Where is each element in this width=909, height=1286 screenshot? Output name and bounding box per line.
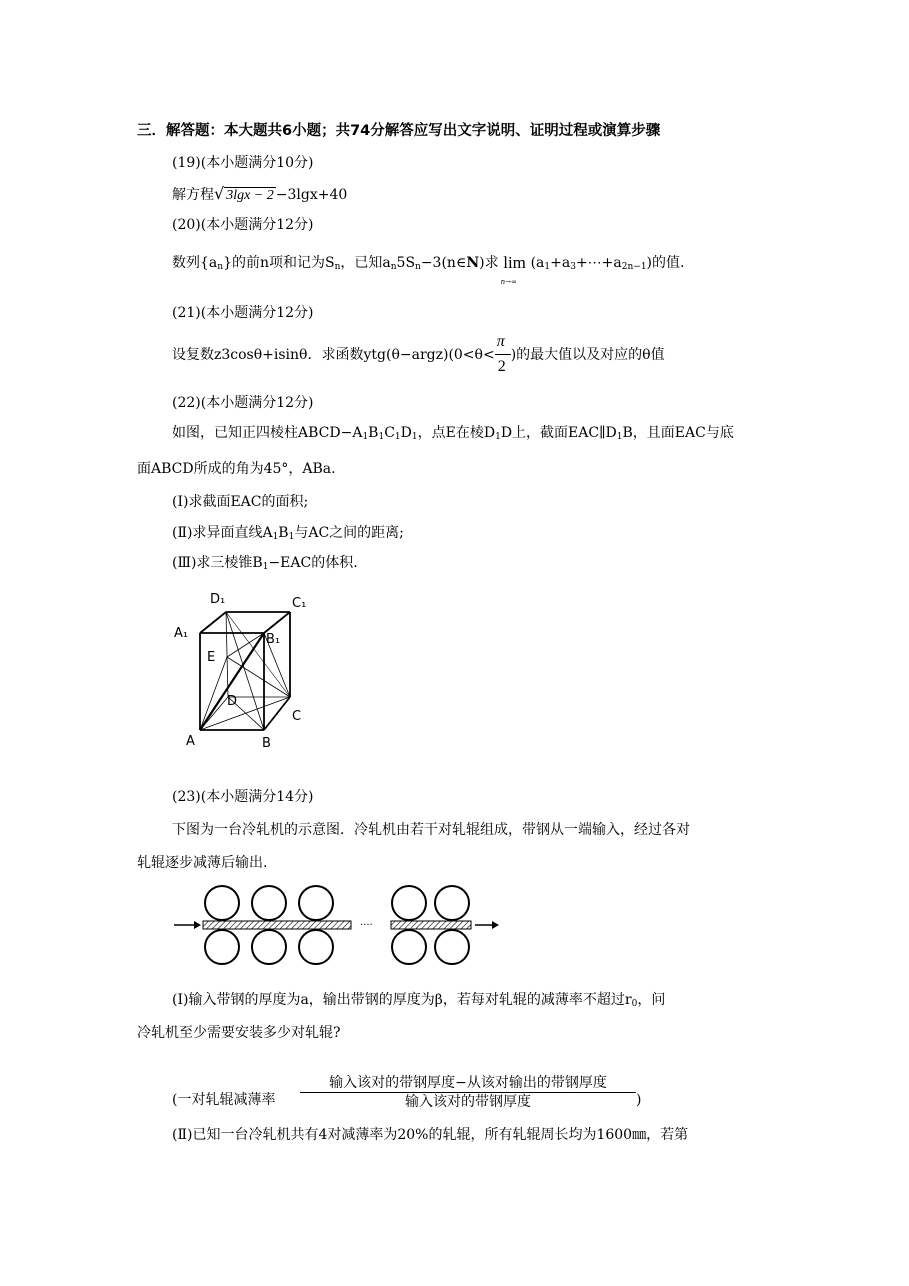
line-ec xyxy=(227,657,290,697)
label-d1: D₁ xyxy=(210,592,226,607)
q21-header: (21)(本小题满分12分) xyxy=(172,305,314,321)
line-d1-to-c xyxy=(226,612,290,697)
q19-radical-content: 3lgx − 2 xyxy=(226,188,274,203)
fraction-numerator: π xyxy=(496,333,505,350)
q22-part2 xyxy=(172,523,404,547)
q23-intro2: 轧辊逐步减薄后输出. xyxy=(137,855,268,871)
q20-sub: n xyxy=(217,262,224,272)
q22-text: 如图，已知正四棱柱ABCD−A xyxy=(172,425,363,441)
prism-figure xyxy=(170,585,320,755)
q20-sub: 3 xyxy=(570,262,576,272)
q22-line1 xyxy=(172,423,734,447)
q19-suffix: −3lgx+40 xyxy=(275,187,348,203)
q22-sub: 1 xyxy=(495,432,501,442)
q22-part1: (Ⅰ)求截面EAC的面积; xyxy=(172,494,309,510)
radical-sign: √ xyxy=(214,184,225,203)
q20-sub: n xyxy=(334,262,341,272)
roller-top xyxy=(435,886,469,920)
q22-sub: 1 xyxy=(616,432,623,442)
q22-text: 与AC之间的距离; xyxy=(294,525,404,541)
q22-text: D上，截面EAC∥D xyxy=(500,425,617,441)
roller-bottom xyxy=(435,930,469,964)
q20-text: +⋯+a xyxy=(575,255,622,271)
q22-header: (22)(本小题满分12分) xyxy=(172,395,314,411)
label-b: B xyxy=(262,736,271,751)
def-prefix: (一对轧辊减薄率 xyxy=(172,1092,276,1108)
natural-numbers-symbol: N xyxy=(466,255,480,271)
q20-text: }的前n项和记为S xyxy=(223,255,335,271)
roller-top xyxy=(252,886,286,920)
section-title: 三．解答题：本大题共6小题；共74分解答应写出文字说明、证明过程或演算步骤 xyxy=(137,123,661,139)
q22-sub: 1 xyxy=(378,432,385,442)
q20-text: ，已知a xyxy=(340,255,391,271)
def-numerator: 输入该对的带钢厚度−从该对输出的带钢厚度 xyxy=(329,1075,607,1091)
q20-header: (20)(本小题满分12分) xyxy=(172,217,314,233)
label-e: E xyxy=(207,650,216,665)
ellipsis-dots: ···· xyxy=(360,920,373,931)
label-c: C xyxy=(292,709,302,724)
q19-header: (19)(本小题满分10分) xyxy=(172,155,314,171)
q20-text: )的值. xyxy=(646,255,685,271)
edge-d1d xyxy=(226,612,228,697)
q22-sub: 1 xyxy=(411,432,418,442)
label-a: A xyxy=(186,734,195,749)
input-arrowhead xyxy=(194,921,201,929)
label-b1: B₁ xyxy=(266,632,281,647)
limit-subscript: n→∞ xyxy=(500,278,517,286)
q22-text: (Ⅲ)求三棱锥B xyxy=(172,555,263,571)
q20-text: 5S xyxy=(396,255,416,271)
q23-header: (23)(本小题满分14分) xyxy=(172,789,314,805)
q23-part1-line2: 冷轧机至少需要安装多少对轧辊? xyxy=(137,1025,341,1041)
def-fraction xyxy=(300,1072,636,1112)
label-c1: C₁ xyxy=(292,596,307,611)
q22-text: D xyxy=(400,425,412,441)
limit-word: lim xyxy=(503,253,526,272)
roller-top xyxy=(392,886,426,920)
line-ab1 xyxy=(200,633,264,730)
q20-text: +a xyxy=(550,255,571,271)
roller-bottom xyxy=(392,930,426,964)
q23-text: (Ⅰ)输入带钢的厚度为a，输出带钢的厚度为β，若每对轧辊的减薄率不超过r xyxy=(172,992,632,1008)
q23-part2: (Ⅱ)已知一台冷轧机共有4对减薄率为20%的轧辊，所有轧辊周长均为1600㎜，若第 xyxy=(172,1127,689,1143)
label-a1: A₁ xyxy=(174,626,189,641)
fraction-denominator: 2 xyxy=(497,358,506,375)
roller-bottom xyxy=(252,930,286,964)
q20-sub: 2n−1 xyxy=(621,262,647,272)
q22-text: B，且面EAC与底 xyxy=(622,425,734,441)
line-b1e xyxy=(227,633,264,657)
q23-part1 xyxy=(172,990,665,1014)
roller-top xyxy=(299,886,333,920)
roller-bottom xyxy=(299,930,333,964)
q22-text: B xyxy=(278,525,289,541)
q23-sub: 0 xyxy=(631,999,638,1009)
output-arrowhead xyxy=(492,921,499,929)
rolling-mill-diagram xyxy=(170,880,510,970)
q22-sub: 1 xyxy=(362,432,369,442)
roller-top xyxy=(205,886,239,920)
steel-strip-right xyxy=(391,921,471,929)
q22-sub: 1 xyxy=(288,532,295,542)
q22-line2: 面ABCD所成的角为45°，ABa. xyxy=(137,461,336,477)
q20-text: (a xyxy=(530,255,545,271)
q23-intro1: 下图为一台冷轧机的示意图．冷轧机由若干对轧辊组成，带钢从一端输入，经过各对 xyxy=(172,822,690,838)
q23-text: ，问 xyxy=(637,992,666,1008)
edge-c1b1 xyxy=(264,612,290,633)
q21-text: )的最大值以及对应的θ值 xyxy=(510,347,665,363)
def-suffix: ) xyxy=(636,1092,642,1108)
q20-text: )求 xyxy=(479,255,499,271)
q19-prefix: 解方程 xyxy=(172,187,214,203)
q21-statement xyxy=(172,333,665,375)
q22-text: (Ⅱ)求异面直线A xyxy=(172,525,273,541)
q22-part3 xyxy=(172,553,358,577)
q22-text: B xyxy=(368,425,379,441)
edge-a1d1 xyxy=(200,612,226,633)
q22-text: ，点E在棱D xyxy=(417,425,496,441)
steel-strip-left xyxy=(203,921,351,929)
roller-bottom xyxy=(205,930,239,964)
label-d: D xyxy=(227,694,238,709)
fraction-bar xyxy=(495,354,511,355)
q20-sub: n xyxy=(390,262,397,272)
q20-sub: n xyxy=(415,262,421,272)
q22-text: C xyxy=(384,425,395,441)
q20-text: −3(n∈ xyxy=(420,255,467,271)
q22-sub: 1 xyxy=(272,532,279,542)
q20-sub: 1 xyxy=(544,262,551,272)
q21-text: 设复数z3cosθ+isinθ．求函数ytg(θ−argz)(0<θ< xyxy=(172,347,495,363)
q22-text: −EAC的体积. xyxy=(268,555,358,571)
q20-text: 数列{a xyxy=(172,255,218,271)
def-denominator: 输入该对的带钢厚度 xyxy=(405,1094,531,1110)
q22-sub: 1 xyxy=(262,562,269,572)
q21-fraction xyxy=(495,333,511,375)
q22-sub: 1 xyxy=(394,432,401,442)
q20-statement xyxy=(172,253,685,286)
q19-equation xyxy=(172,184,347,206)
limit-operator xyxy=(499,253,531,286)
